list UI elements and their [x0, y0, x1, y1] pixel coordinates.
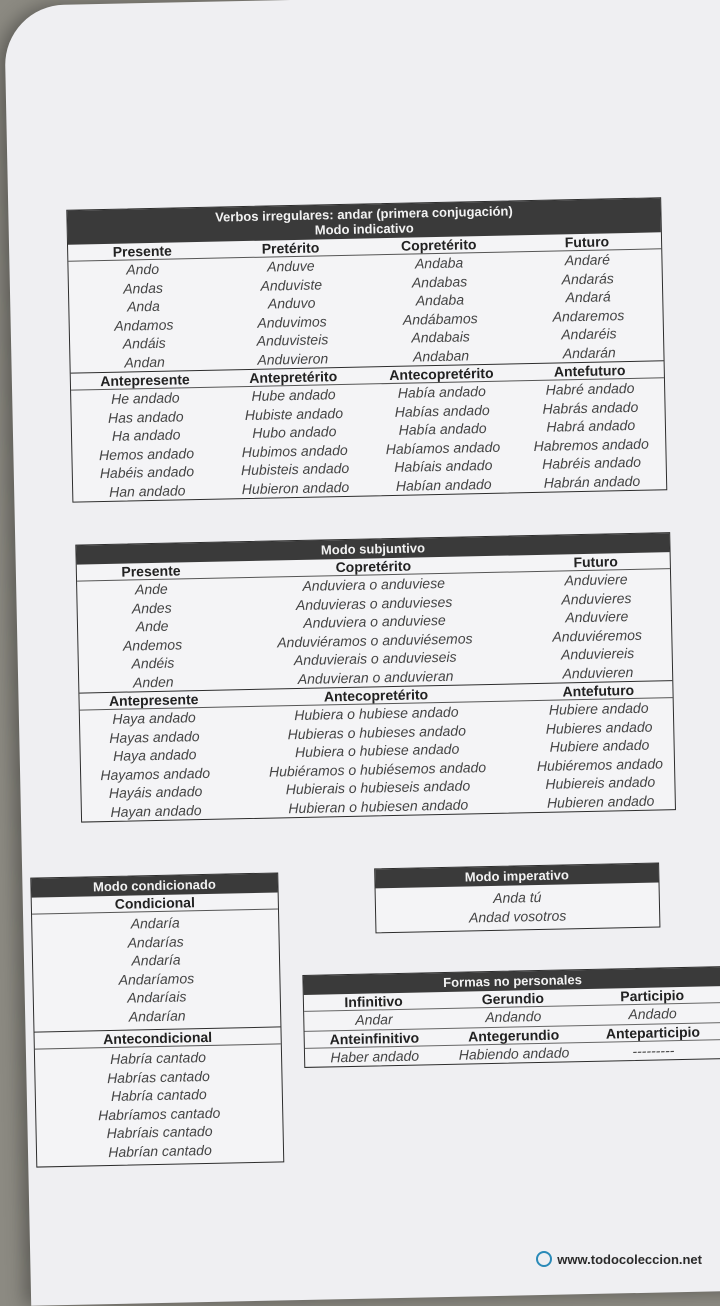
subjuntivo-simple-body	[77, 569, 672, 692]
table-cell: Hubieron andado	[241, 478, 350, 497]
indicativo-compound-body	[71, 378, 666, 501]
table-cell: Andando	[485, 1007, 542, 1026]
table-cell: Hayan andado	[110, 801, 202, 820]
table-cell: Había andado	[397, 382, 486, 401]
col-header: Antecopretérito	[389, 364, 494, 384]
table-cell: Anduviéramos o anduviésemos	[277, 629, 473, 650]
table-cell: Anduviste	[260, 275, 323, 294]
table-cell: Anduvieren	[562, 663, 634, 681]
col-header: Copretérito	[335, 557, 412, 576]
col-header: Antepretérito	[249, 368, 338, 386]
table-cell: Andaría	[130, 914, 180, 932]
col-header: Presente	[121, 562, 181, 580]
table-cell: Anden	[132, 673, 174, 690]
table-cell: Andado	[628, 1005, 677, 1023]
table-cell: Hubiere andado	[548, 699, 649, 718]
col-header: Antegerundio	[467, 1026, 560, 1045]
col-header: Participio	[620, 986, 685, 1005]
col-header: Antecondicional	[103, 1028, 213, 1048]
table-cell: Habrías cantado	[106, 1067, 210, 1086]
indicativo-col-antepresente	[71, 388, 222, 502]
table-cell: Hubieras o hubieses andado	[287, 721, 467, 742]
table-cell: Anduviere	[564, 571, 628, 589]
table-cell: Andaremos	[552, 306, 625, 325]
table-cell: Anduviera o anduviese	[303, 611, 446, 631]
table-cell: Hubisteis andado	[240, 459, 350, 479]
col-header: Condicional	[114, 894, 196, 912]
table-cell: Andaba	[415, 291, 465, 309]
table-cell: Habéis andado	[99, 463, 195, 482]
table-cell: Andabas	[411, 272, 468, 291]
col-header: Infinitivo	[344, 992, 403, 1011]
table-cell: Andarían	[128, 1006, 186, 1025]
condicionado-simple-body	[32, 909, 280, 1031]
table-cell: Anduvisteis	[256, 331, 329, 349]
indicativo-col-antecopreterito	[368, 381, 519, 495]
subjuntivo-compound-body	[80, 698, 675, 821]
table-cell: Habré andado	[545, 379, 635, 398]
table-cell: Hubiere andado	[549, 736, 650, 755]
subjuntivo-col-antefuturo	[524, 698, 675, 812]
table-cell: Andabais	[411, 328, 470, 346]
table-cell: Andas	[123, 279, 164, 297]
subjuntivo-title: Modo subjuntivo	[76, 533, 669, 564]
col-header: Antecopretérito	[323, 686, 429, 705]
table-cell: Habías andado	[394, 401, 490, 420]
indicativo-table	[66, 197, 667, 502]
indicativo-simple-body	[68, 249, 663, 372]
table-cell: Ande	[135, 617, 169, 635]
table-cell: Anduvieron	[257, 349, 329, 368]
table-cell: Andarán	[562, 343, 616, 361]
table-cell: Ando	[126, 260, 160, 278]
table-cell: Hubiera o hubiese andado	[294, 740, 460, 761]
table-cell: Anda	[126, 297, 160, 315]
table-cell: Andarías	[127, 932, 184, 951]
condicionado-title: Modo condicionado	[31, 873, 277, 897]
table-cell: Andan	[124, 353, 166, 371]
table-cell: Anduve	[266, 257, 315, 275]
col-header: Antefuturo	[562, 681, 635, 700]
indicativo-col-futuro	[513, 249, 664, 363]
col-header: Anteinfinitivo	[329, 1029, 420, 1047]
condicionado-compound-body	[35, 1044, 283, 1166]
subjuntivo-col-antepresente	[80, 707, 231, 821]
indicativo-col-preterito	[217, 255, 368, 369]
table-cell: Andarás	[561, 269, 614, 287]
table-cell: Andamos	[114, 316, 174, 334]
table-cell: Hubo andado	[252, 423, 337, 441]
col-header: Antepresente	[100, 371, 190, 390]
table-cell: Anduvierais o anduvieseis	[293, 648, 457, 669]
col-header: Gerundio	[481, 989, 545, 1008]
table-cell: Habían andado	[395, 475, 492, 494]
book-page	[4, 0, 720, 1306]
table-cell: Anduviereis	[560, 644, 635, 663]
subjuntivo-table	[75, 532, 676, 822]
table-cell: Hubiste andado	[244, 404, 344, 423]
table-cell: Andábamos	[402, 309, 478, 328]
table-cell: Andaríamos	[118, 969, 195, 988]
col-header: Antefuturo	[553, 362, 626, 380]
table-cell: Hubiéramos o hubiésemos andado	[268, 758, 487, 780]
table-cell: Anduvieres	[561, 589, 632, 607]
col-header: Antepresente	[108, 691, 199, 709]
table-cell: Habíamos andado	[385, 438, 501, 457]
table-cell: Hubieran o hubiesen andado	[288, 795, 469, 816]
table-cell: Hubiera o hubiese andado	[294, 703, 459, 724]
table-cell: Habríais cantado	[106, 1122, 213, 1142]
imperativo-title: Modo imperativo	[375, 863, 658, 888]
table-cell: Habréis andado	[541, 453, 642, 472]
table-cell: Andará	[565, 288, 611, 306]
indicativo-col-copreterito	[365, 252, 516, 366]
table-cell: Andar	[355, 1011, 393, 1028]
condicionado-table	[30, 872, 284, 1167]
table-cell: Habremos andado	[533, 435, 649, 454]
watermark-text: www.todocoleccion.net	[557, 1251, 702, 1267]
table-cell: Habría cantado	[110, 1085, 207, 1104]
table-cell: Anduviere	[565, 608, 629, 626]
col-header: Futuro	[564, 233, 610, 251]
indicativo-col-presente	[68, 259, 219, 373]
imperativo-body	[376, 882, 660, 932]
table-cell: Andad vosotros	[468, 906, 567, 925]
todocoleccion-logo-icon	[536, 1251, 552, 1267]
subjuntivo-col-antecopreterito	[228, 701, 527, 818]
col-header: Futuro	[573, 553, 618, 571]
table-cell: Habrás andado	[542, 398, 639, 417]
table-cell: Habría cantado	[110, 1049, 207, 1068]
table-cell: Andaban	[412, 346, 470, 365]
table-cell: Haya andado	[112, 709, 196, 727]
table-cell: Andes	[131, 599, 172, 616]
col-header: Presente	[112, 242, 173, 260]
table-cell: Hayáis andado	[108, 783, 203, 801]
imperativo-table	[374, 862, 660, 933]
no-personales-table	[302, 966, 720, 1068]
table-cell: Hayas andado	[109, 727, 200, 746]
indicativo-title-line1: Verbos irregulares: andar (primera conjugación)	[214, 203, 513, 225]
no-personales-title: Formas no personales	[303, 967, 720, 995]
table-cell: Habríamos cantado	[97, 1104, 221, 1123]
col-header: Anteparticipio	[605, 1023, 701, 1042]
table-cell: Hayamos andado	[100, 764, 211, 783]
table-cell: Has andado	[107, 407, 184, 426]
table-cell: Anda tú	[492, 888, 542, 906]
watermark	[536, 1251, 702, 1267]
table-cell: Hubiereis andado	[545, 773, 656, 792]
subjuntivo-col-presente	[77, 578, 228, 692]
table-cell: Hemos andado	[98, 444, 195, 463]
table-cell: Andaba	[414, 254, 464, 272]
table-cell: Hubierais o hubieseis andado	[285, 777, 471, 798]
table-cell: Había andado	[398, 419, 487, 438]
table-cell: Habrían cantado	[108, 1141, 212, 1160]
table-cell: Anduviéremos	[552, 626, 643, 645]
table-cell: Ha andado	[111, 426, 181, 444]
table-cell: Andaríais	[127, 988, 187, 1006]
table-cell: Anduviera o anduviese	[302, 574, 446, 594]
table-cell: Hubieres andado	[545, 718, 653, 737]
table-cell: Haya andado	[113, 746, 197, 764]
table-cell: Haber andado	[330, 1047, 420, 1065]
table-cell: Andéis	[131, 654, 175, 672]
col-header: Pretérito	[261, 239, 320, 257]
table-cell: Andaría	[131, 951, 181, 969]
table-cell: Andáis	[122, 334, 166, 352]
table-cell: Ande	[134, 580, 168, 598]
table-cell: ---------	[632, 1041, 675, 1059]
table-cell: Hube andado	[251, 386, 336, 404]
table-cell: Anduvieran o anduvieran	[297, 667, 454, 687]
col-header: Copretérito	[400, 236, 477, 254]
table-cell: Habrá andado	[546, 416, 636, 435]
table-cell: Andaré	[564, 251, 611, 269]
subjuntivo-col-futuro	[522, 569, 673, 683]
table-cell: He andado	[110, 389, 180, 407]
indicativo-col-antefuturo	[516, 378, 667, 492]
table-cell: Andaréis	[561, 325, 617, 343]
table-cell: Han andado	[108, 481, 186, 500]
table-cell: Anduvo	[267, 294, 316, 312]
table-cell: Habiendo andado	[458, 1043, 570, 1063]
table-cell: Hubimos andado	[241, 441, 348, 460]
table-cell: Hubiéremos andado	[536, 754, 664, 774]
indicativo-col-antepreterito	[219, 384, 370, 498]
table-cell: Andemos	[122, 635, 183, 654]
table-cell: Anduvimos	[257, 312, 327, 331]
table-cell: Anduvieras o anduvieses	[295, 593, 453, 613]
table-cell: Habrán andado	[543, 472, 641, 491]
indicativo-title-line2: Modo indicativo	[314, 220, 414, 238]
table-cell: Habíais andado	[394, 456, 493, 475]
table-cell: Hubieren andado	[546, 792, 655, 811]
subjuntivo-col-copreterito	[225, 572, 524, 689]
